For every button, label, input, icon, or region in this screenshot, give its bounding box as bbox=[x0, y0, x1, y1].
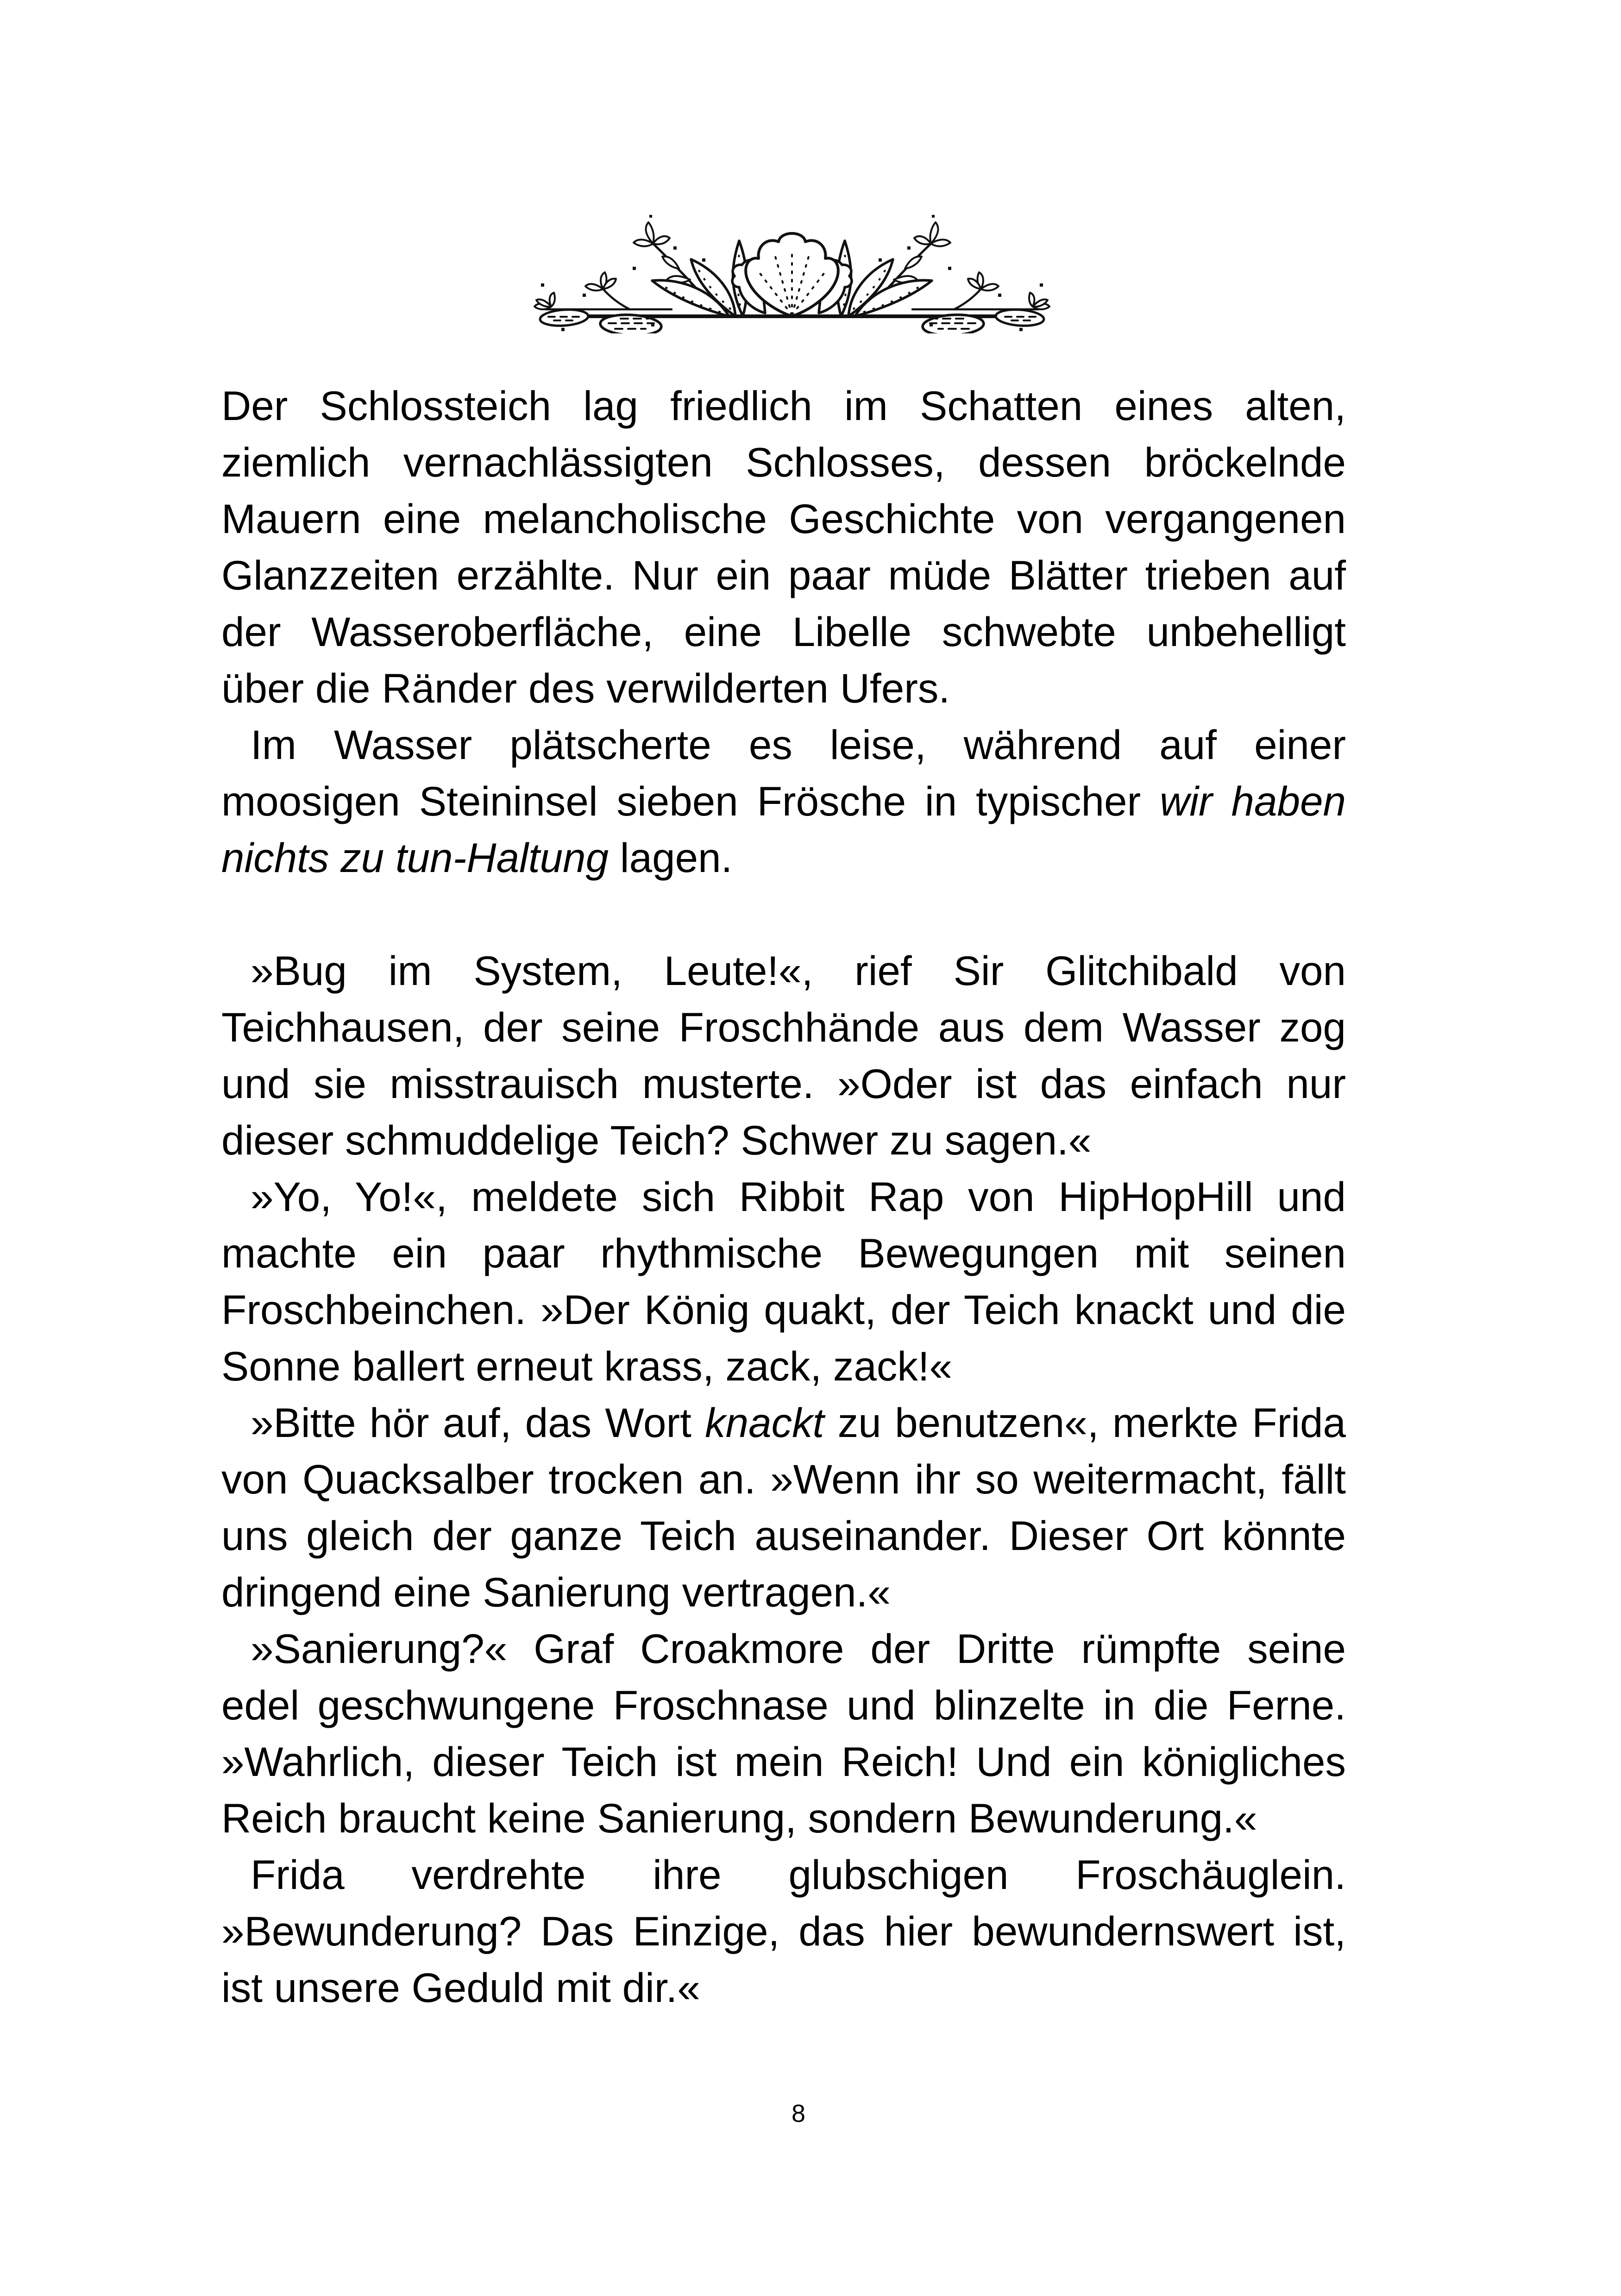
text-run: über die Ränder des verwilderten Ufers. bbox=[221, 665, 950, 711]
text-line bbox=[221, 660, 1346, 716]
text-run: lagen. bbox=[609, 834, 733, 881]
text-line bbox=[221, 603, 1346, 660]
paragraph bbox=[221, 377, 1346, 716]
text-line bbox=[221, 490, 1346, 547]
text-run: uns gleich der ganze Teich auseinander. Dieser Ort könnte bbox=[221, 1512, 1346, 1559]
text-run: Sonne ballert erneut krass, zack, zack!« bbox=[221, 1343, 953, 1389]
text-run: Teichhausen, der seine Froschhände aus dem Wasser zog bbox=[221, 1004, 1346, 1050]
text-run: zu benutzen«, merkte Frida bbox=[824, 1399, 1346, 1446]
text-line bbox=[221, 1225, 1346, 1281]
text-line bbox=[221, 829, 1346, 886]
text-line bbox=[221, 547, 1346, 603]
text-line bbox=[221, 1281, 1346, 1338]
text-run: Der Schlossteich lag friedlich im Schatten eines alten, bbox=[221, 383, 1346, 429]
text-line bbox=[221, 999, 1346, 1055]
text-line bbox=[221, 1903, 1346, 1959]
italic-text-run: nichts zu tun-Haltung bbox=[221, 834, 609, 881]
paragraph bbox=[221, 1168, 1346, 1394]
text-line bbox=[221, 773, 1346, 829]
floral-divider-icon bbox=[533, 214, 1051, 333]
text-line bbox=[221, 1394, 1346, 1451]
text-run: »Bitte hör auf, das Wort bbox=[251, 1399, 705, 1446]
paragraph bbox=[221, 716, 1346, 886]
text-run: von Quacksalber trocken an. »Wenn ihr so weitermacht, fällt bbox=[221, 1456, 1346, 1502]
text-run: ist unsere Geduld mit dir.« bbox=[221, 1964, 700, 2011]
text-run: machte ein paar rhythmische Bewegungen mit seinen bbox=[221, 1230, 1346, 1276]
text-run: Frida verdrehte ihre glubschigen Froschäuglein. bbox=[251, 1851, 1346, 1898]
text-run: dieser schmuddelige Teich? Schwer zu sagen.« bbox=[221, 1117, 1092, 1163]
text-line bbox=[221, 1112, 1346, 1168]
italic-text-run: wir haben bbox=[1159, 778, 1346, 824]
text-run: »Bewunderung? Das Einzige, das hier bewundernswert ist, bbox=[221, 1908, 1346, 1954]
text-run: »Bug im System, Leute!«, rief Sir Glitchibald von bbox=[251, 947, 1346, 994]
story-text bbox=[221, 377, 1346, 2016]
text-line bbox=[221, 1168, 1346, 1225]
text-line bbox=[221, 1338, 1346, 1394]
text-line bbox=[221, 1959, 1346, 2016]
text-line bbox=[221, 1677, 1346, 1733]
text-line bbox=[221, 1733, 1346, 1790]
paragraph bbox=[221, 1620, 1346, 1846]
text-line bbox=[221, 377, 1346, 434]
paragraph bbox=[221, 942, 1346, 1168]
text-line bbox=[221, 1846, 1346, 1903]
text-line bbox=[221, 1620, 1346, 1677]
text-line bbox=[221, 942, 1346, 999]
text-run: Im Wasser plätscherte es leise, während auf einer bbox=[251, 721, 1346, 768]
text-line bbox=[221, 716, 1346, 773]
text-line bbox=[221, 1055, 1346, 1112]
text-run: edel geschwungene Froschnase und blinzelte in die Ferne. bbox=[221, 1682, 1346, 1728]
text-run: und sie misstrauisch musterte. »Oder ist das einfach nur bbox=[221, 1060, 1346, 1107]
paragraph bbox=[221, 1846, 1346, 2016]
text-line bbox=[221, 1451, 1346, 1507]
paragraph bbox=[221, 1394, 1346, 1620]
text-line bbox=[221, 1790, 1346, 1846]
text-run: Reich braucht keine Sanierung, sondern Bewunderung.« bbox=[221, 1795, 1257, 1841]
text-line bbox=[221, 1507, 1346, 1564]
text-line bbox=[221, 1564, 1346, 1620]
text-run: der Wasseroberfläche, eine Libelle schwebte unbehelligt bbox=[221, 609, 1346, 655]
text-run: dringend eine Sanierung vertragen.« bbox=[221, 1569, 891, 1615]
text-line bbox=[221, 434, 1346, 490]
page-number: 8 bbox=[791, 2100, 806, 2127]
text-run: »Wahrlich, dieser Teich ist mein Reich! Und ein königliches bbox=[221, 1738, 1346, 1785]
text-run: Mauern eine melancholische Geschichte von vergangenen bbox=[221, 496, 1346, 542]
text-run: Froschbeinchen. »Der König quakt, der Teich knackt und die bbox=[221, 1286, 1346, 1333]
text-run: »Sanierung?« Graf Croakmore der Dritte rümpfte seine bbox=[251, 1625, 1346, 1672]
text-run: moosigen Steininsel sieben Frösche in typischer bbox=[221, 778, 1160, 824]
italic-text-run: knackt bbox=[705, 1399, 824, 1446]
page-footer bbox=[0, 2101, 1597, 2133]
text-run: Glanzzeiten erzählte. Nur ein paar müde Blätter trieben auf bbox=[221, 552, 1346, 598]
text-run: »Yo, Yo!«, meldete sich Ribbit Rap von HipHopHill und bbox=[251, 1173, 1346, 1220]
text-run: ziemlich vernachlässigten Schlosses, dessen bröckelnde bbox=[221, 439, 1346, 485]
